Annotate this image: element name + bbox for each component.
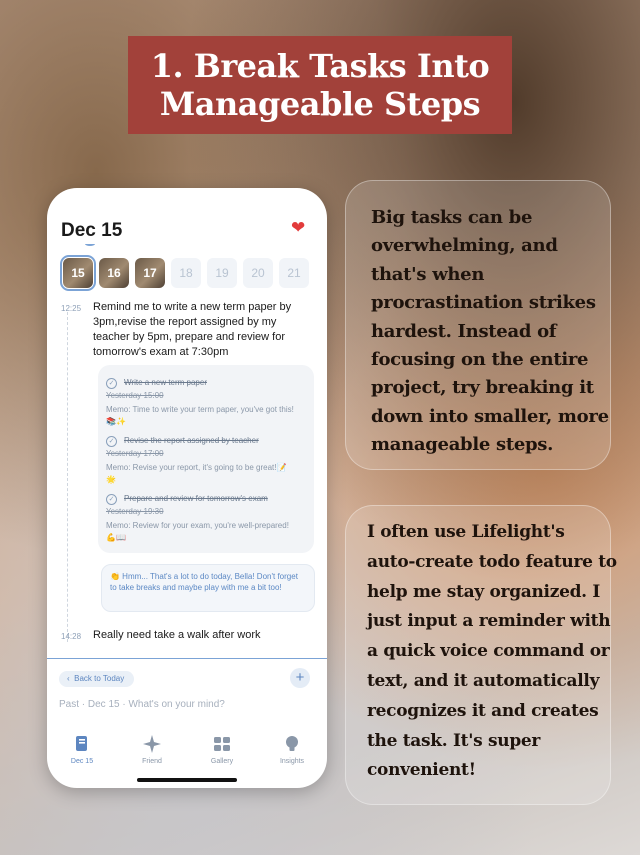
entry-line: 3pm,revise the report assigned by my <box>93 316 277 328</box>
day-21[interactable]: 21 <box>279 258 309 288</box>
sparkle-icon <box>142 734 162 754</box>
todo-title: Write a new term paper <box>124 378 207 387</box>
check-icon[interactable]: ✓ <box>106 494 117 505</box>
entry-line: Remind me to write a new term paper by <box>93 301 292 313</box>
day-18[interactable]: 18 <box>171 258 201 288</box>
back-to-today-label: Back to Today <box>74 674 125 683</box>
story-line: convenient! <box>367 760 476 781</box>
journal-icon <box>72 734 92 754</box>
day-20[interactable]: 20 <box>243 258 273 288</box>
tip-line: procrastination strikes <box>371 292 596 314</box>
check-icon[interactable]: ✓ <box>106 378 117 389</box>
check-icon[interactable]: ✓ <box>106 436 117 447</box>
tip-line: down into smaller, more <box>371 405 609 427</box>
date-chevron-icon <box>85 242 95 246</box>
todo-memo: Memo: Revise your report, it's going to be great!📝🌟 <box>106 463 287 484</box>
day-15[interactable]: 15 <box>63 258 93 288</box>
todo-memo: Memo: Review for your exam, you're well-prepared!💪📖 <box>106 521 289 542</box>
todo-title: Revise the report assigned by teacher <box>124 436 259 445</box>
phone-screen <box>47 188 327 788</box>
tip-line: Big tasks can be <box>371 207 533 228</box>
story-line: the task. It's super <box>367 730 541 751</box>
story-line: just input a reminder with <box>367 611 611 632</box>
tip-line: that's when <box>371 263 485 285</box>
home-indicator <box>137 778 237 782</box>
todo-time: Yesterday 15:00 <box>106 391 164 400</box>
back-to-today-button[interactable] <box>59 671 134 687</box>
story-line: I often use Lifelight's <box>367 522 565 542</box>
tip-line: overwhelming, and <box>371 235 558 257</box>
entry-time: 14:28 <box>61 632 82 641</box>
entry-line: teacher by 5pm, prepare and review for <box>93 331 285 343</box>
title-line-1: 1. Break Tasks Into <box>150 47 490 85</box>
heart-icon[interactable]: ❤ <box>291 218 306 237</box>
entry-line: tomorrow's exam at 7:30pm <box>93 346 229 358</box>
chevron-left-icon: ‹ <box>67 674 75 683</box>
bulb-icon <box>282 734 302 754</box>
todo-memo: Memo: Time to write your term paper, you've got this!📚✨ <box>106 405 294 426</box>
add-button[interactable]: + <box>290 668 310 688</box>
tip-text <box>371 204 609 460</box>
tab-label: Dec 15 <box>70 758 94 765</box>
tab-label: Friend <box>142 758 162 765</box>
story-line: recognizes it and creates <box>367 700 599 721</box>
date-header[interactable]: Dec 15 <box>61 220 123 241</box>
story-line: help me stay organized. I <box>367 581 601 602</box>
todo-title: Prepare and review for tomorrow's exam <box>124 494 268 503</box>
story-line: auto-create todo feature to <box>367 551 617 572</box>
day-17[interactable]: 17 <box>135 258 165 288</box>
day-19[interactable]: 19 <box>207 258 237 288</box>
todo-time: Yesterday 19:30 <box>106 507 164 516</box>
compose-input[interactable]: Past · Dec 15 · What's on your mind? <box>59 699 225 710</box>
entry-text[interactable] <box>93 300 318 360</box>
day-strip <box>63 258 309 288</box>
todo-card <box>98 365 314 553</box>
gallery-icon <box>212 734 232 754</box>
tip-line: project, try breaking it <box>371 377 594 399</box>
todo-time: Yesterday 17:00 <box>106 449 164 458</box>
entry-text[interactable]: Really need take a walk after work <box>93 629 261 641</box>
tip-line: hardest. Instead of <box>371 320 557 342</box>
tab-label: Gallery <box>210 758 234 765</box>
tab-label: Insights <box>279 758 305 765</box>
story-line: text, and it automatically <box>367 670 600 691</box>
entry-time: 12:25 <box>61 304 82 313</box>
tab-insights[interactable] <box>257 728 327 788</box>
ai-reply-bubble: 👏 Hmm... That's a lot to do today, Bella! Don't forget to take breaks and maybe play with me a bit too! <box>101 564 315 612</box>
story-text <box>367 518 617 786</box>
title-line-2: Manageable Steps <box>159 85 481 123</box>
story-line: a quick voice command or <box>367 641 610 662</box>
tip-line: focusing on the entire <box>371 349 589 371</box>
tip-line: manageable steps. <box>371 434 554 456</box>
day-16[interactable]: 16 <box>99 258 129 288</box>
timeline-line <box>67 312 68 642</box>
input-area <box>47 658 327 720</box>
tab-journal[interactable] <box>47 728 117 788</box>
title-banner <box>128 36 512 134</box>
